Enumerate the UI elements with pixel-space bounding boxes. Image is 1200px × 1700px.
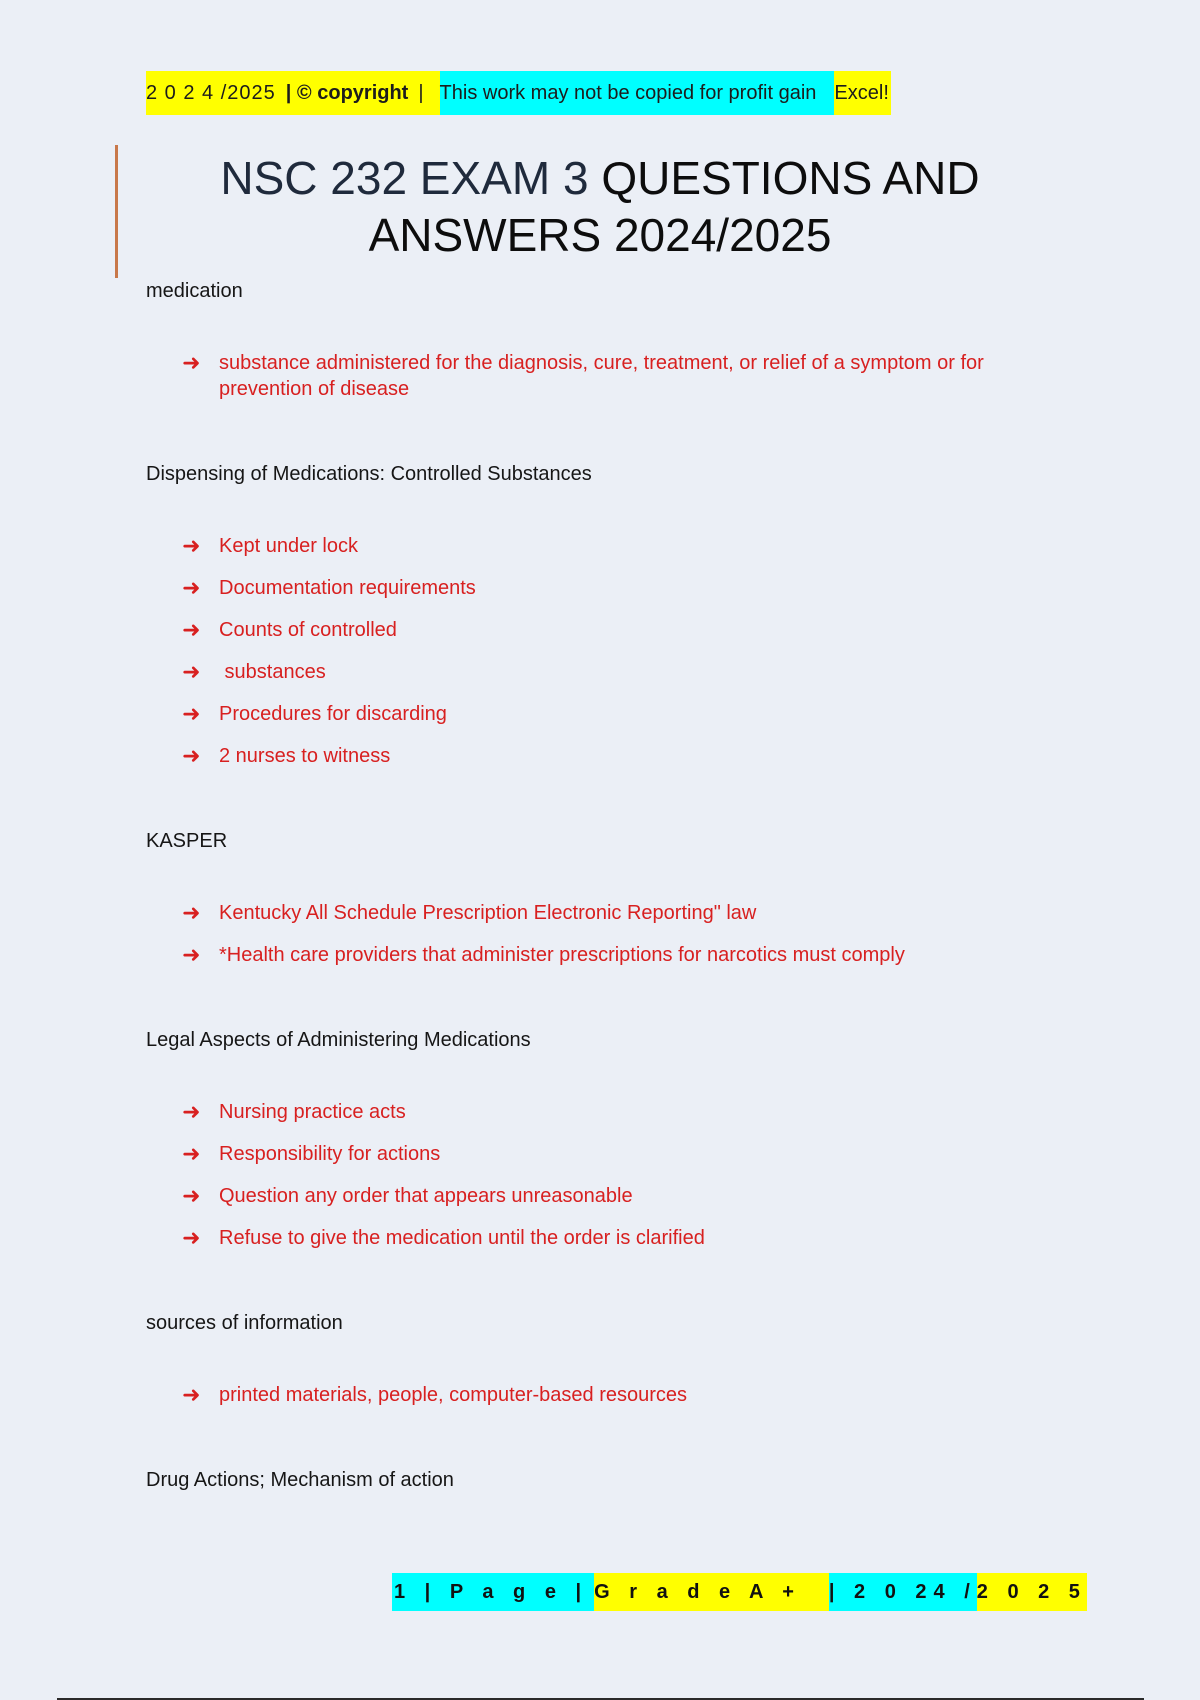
section-term: sources of information bbox=[146, 1312, 343, 1334]
section-term: Drug Actions; Mechanism of action bbox=[146, 1469, 454, 1491]
right-arrow-icon: ➜ bbox=[182, 1225, 201, 1250]
answer-item: ➜ Kept under lock bbox=[182, 533, 358, 558]
footer-year-b: 2 0 2 5 bbox=[977, 1573, 1087, 1611]
right-arrow-icon: ➜ bbox=[182, 533, 201, 558]
answer-list bbox=[146, 1099, 1076, 1251]
answer-list bbox=[146, 900, 1076, 968]
answer-item: ➜ Counts of controlled bbox=[182, 617, 397, 642]
answer-list bbox=[146, 533, 1076, 769]
answer-item: ➜ Documentation requirements bbox=[182, 575, 476, 600]
answer-list bbox=[146, 1382, 1076, 1408]
answer-item: ➜ substance administered for the diagnosis, cure, treatment, or relief of a symptom or for prevention of disease bbox=[182, 350, 984, 400]
document-title bbox=[140, 150, 1060, 264]
right-arrow-icon: ➜ bbox=[182, 1141, 201, 1166]
right-arrow-icon: ➜ bbox=[182, 942, 201, 967]
title-main: QUESTIONS AND ANSWERS 2024/2025 bbox=[368, 152, 980, 261]
answer-list bbox=[146, 350, 1076, 402]
answer-item: ➜ 2 nurses to witness bbox=[182, 743, 391, 768]
answer-item: ➜ Refuse to give the medication until the order is clarified bbox=[182, 1225, 705, 1250]
title-course: NSC 232 EXAM 3 bbox=[220, 152, 589, 204]
right-arrow-icon: ➜ bbox=[182, 743, 201, 768]
answer-item: ➜ substances bbox=[182, 659, 326, 684]
copyright-header bbox=[146, 71, 891, 115]
footer-grade: G r a d e A + bbox=[594, 1573, 829, 1611]
right-arrow-icon: ➜ bbox=[182, 350, 201, 375]
header-separator: | bbox=[412, 71, 439, 115]
right-arrow-icon: ➜ bbox=[182, 659, 201, 684]
answer-item: ➜ Nursing practice acts bbox=[182, 1099, 406, 1124]
page-footer bbox=[392, 1573, 1087, 1611]
footer-page: 1 | P a g e | bbox=[392, 1573, 594, 1611]
answer-item: ➜ *Health care providers that administer prescriptions for narcotics must comply bbox=[182, 942, 905, 967]
answer-item: ➜ printed materials, people, computer-based resources bbox=[182, 1382, 688, 1407]
answer-item: ➜ Procedures for discarding bbox=[182, 701, 447, 726]
qa-content bbox=[146, 278, 1076, 1493]
right-arrow-icon: ➜ bbox=[182, 900, 201, 925]
answer-item: ➜ Responsibility for actions bbox=[182, 1141, 441, 1166]
right-arrow-icon: ➜ bbox=[182, 1183, 201, 1208]
footer-year-a: | 2 0 24 / bbox=[829, 1573, 977, 1611]
title-accent-rule bbox=[115, 145, 118, 278]
header-copyright: | © copyright bbox=[276, 71, 413, 115]
right-arrow-icon: ➜ bbox=[182, 701, 201, 726]
section-term: Legal Aspects of Administering Medications bbox=[146, 1029, 531, 1051]
section-term: medication bbox=[146, 280, 243, 302]
right-arrow-icon: ➜ bbox=[182, 617, 201, 642]
right-arrow-icon: ➜ bbox=[182, 1382, 201, 1407]
answer-item: ➜ Question any order that appears unreasonable bbox=[182, 1183, 633, 1208]
answer-item: ➜ Kentucky All Schedule Prescription Electronic Reporting" law bbox=[182, 900, 757, 925]
right-arrow-icon: ➜ bbox=[182, 1099, 201, 1124]
section-term: Dispensing of Medications: Controlled Substances bbox=[146, 463, 592, 485]
section-term: KASPER bbox=[146, 830, 228, 852]
header-notice: This work may not be copied for profit gain bbox=[440, 71, 835, 115]
right-arrow-icon: ➜ bbox=[182, 575, 201, 600]
header-excel: Excel! bbox=[834, 71, 890, 115]
header-year: 2 0 2 4 /2025 bbox=[146, 71, 276, 115]
